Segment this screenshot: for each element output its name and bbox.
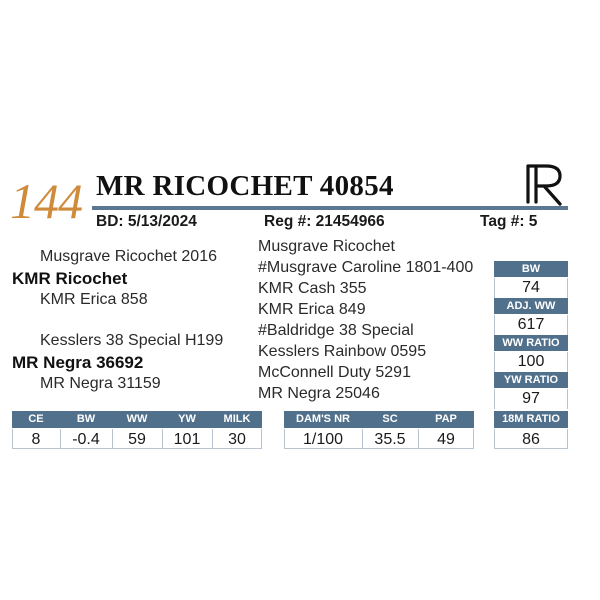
adj-ww-label: ADJ. WW xyxy=(494,298,568,314)
ww-ratio-label: WW RATIO xyxy=(494,335,568,351)
sire-sire: Musgrave Ricochet 2016 xyxy=(40,248,217,265)
birthdate: BD: 5/13/2024 xyxy=(96,213,197,230)
epd-header-ww: WW xyxy=(126,413,148,425)
sc-value: 35.5 xyxy=(374,431,406,448)
pedigree-line: McConnell Duty 5291 xyxy=(258,364,411,381)
epd-header-yw: YW xyxy=(178,413,196,425)
maternal-header-pap: PAP xyxy=(435,413,457,425)
dam-dam: MR Negra 31159 xyxy=(40,375,161,392)
dams-nr-value: 1/100 xyxy=(302,431,344,448)
r-brand-icon xyxy=(524,162,566,206)
epd-yw-value: 101 xyxy=(173,431,201,448)
pedigree-line: KMR Erica 849 xyxy=(258,301,366,318)
pedigree-line: Kesslers Rainbow 0595 xyxy=(258,343,427,360)
epd-header-bw: BW xyxy=(76,413,96,425)
adj-ww-value: 617 xyxy=(494,315,568,335)
title-rule xyxy=(92,206,568,210)
maternal-header-sc: SC xyxy=(382,413,398,425)
sire-dam: KMR Erica 858 xyxy=(40,291,148,308)
bw-value: 74 xyxy=(494,278,568,298)
pedigree-line: #Baldridge 38 Special xyxy=(258,322,414,339)
pedigree-line: KMR Cash 355 xyxy=(258,280,367,297)
pap-value: 49 xyxy=(437,431,455,448)
pedigree-line: Musgrave Ricochet xyxy=(258,238,395,255)
lot-number: 144 xyxy=(10,173,82,229)
18m-ratio-label: 18M RATIO xyxy=(502,413,560,425)
epd-header-milk: MILK xyxy=(223,413,251,425)
epd-header-ce: CE xyxy=(28,413,44,425)
ww-ratio-value: 100 xyxy=(494,352,568,372)
yw-ratio-value: 97 xyxy=(494,389,568,409)
pedigree-line: #Musgrave Caroline 1801-400 xyxy=(258,259,474,276)
bw-label: BW xyxy=(494,261,568,277)
dam-sire: Kesslers 38 Special H199 xyxy=(40,332,224,349)
pedigree-line: MR Negra 25046 xyxy=(258,385,380,402)
dam: MR Negra 36692 xyxy=(12,353,144,372)
epd-milk-value: 30 xyxy=(228,431,246,448)
animal-name: MR RICOCHET 40854 xyxy=(96,170,394,202)
epd-ce-value: 8 xyxy=(31,431,41,448)
epd-ww-value: 59 xyxy=(128,431,146,448)
epd-bw-value: -0.4 xyxy=(72,431,100,448)
registration-number: Reg #: 21454966 xyxy=(264,213,385,230)
18m-ratio-value: 86 xyxy=(522,431,540,448)
maternal-header-dams-nr: DAM'S NR xyxy=(296,413,350,425)
tag-number: Tag #: 5 xyxy=(480,213,538,230)
yw-ratio-label: YW RATIO xyxy=(494,372,568,388)
sire: KMR Ricochet xyxy=(12,269,128,288)
